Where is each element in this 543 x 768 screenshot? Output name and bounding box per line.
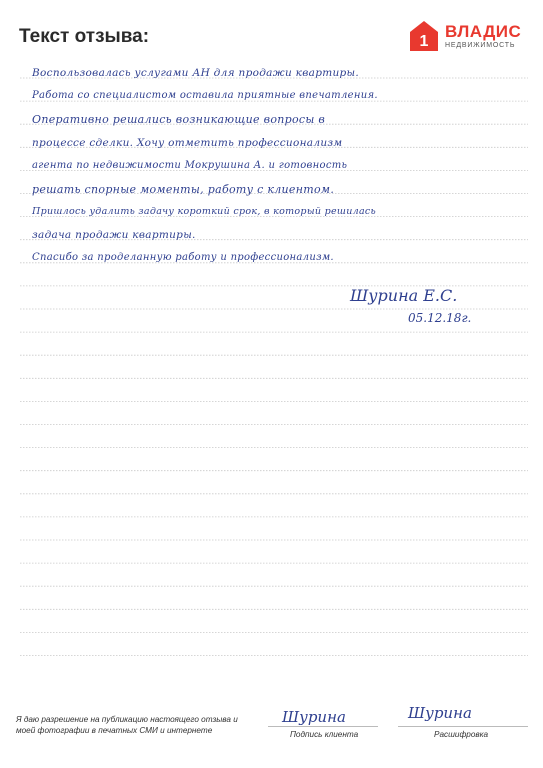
review-line: Воспользовалась услугами АН для продажи квартиры. [32,67,360,79]
publication-consent: Я даю разрешение на публикацию настоящего отзыва и моей фотографии в печатных СМИ и интернете [16,715,238,735]
client-signature-caption: Подпись клиента [290,730,359,739]
decoding-caption: Расшифровка [434,730,489,739]
decoding-signature: Шурина [408,704,472,722]
client-signature: Шурина [282,708,346,726]
brand-subtitle: НЕДВИЖИМОСТЬ [445,42,516,49]
brand-name: ВЛАДИС [445,22,522,41]
logo-mark-digit: 1 [419,33,429,50]
decoding-line [398,726,528,727]
brand-logo [409,20,527,56]
review-line: задача продажи квартиры. [32,229,196,241]
house-logo-icon [409,20,439,52]
review-line: Работа со специалистом оставила приятные впечатления. [32,90,378,101]
page-title: Текст отзыва: [19,26,150,47]
review-line: решать спорные моменты, работу с клиентом. [32,183,335,196]
review-line: процессе сделки. Хочу отметить профессионализм [32,137,343,149]
review-line: Пришлось удалить задачу короткий срок, в который решилась [32,206,377,217]
client-signature-line [268,726,378,727]
review-signature: Шурина Е.С. [350,286,458,305]
review-date: 05.12.18г. [408,311,472,325]
review-line: агента по недвижимости Мокрушина А. и готовность [32,160,348,171]
review-line: Спасибо за проделанную работу и профессионализм. [32,252,334,263]
review-line: Оперативно решались возникающие вопросы в [32,113,326,126]
